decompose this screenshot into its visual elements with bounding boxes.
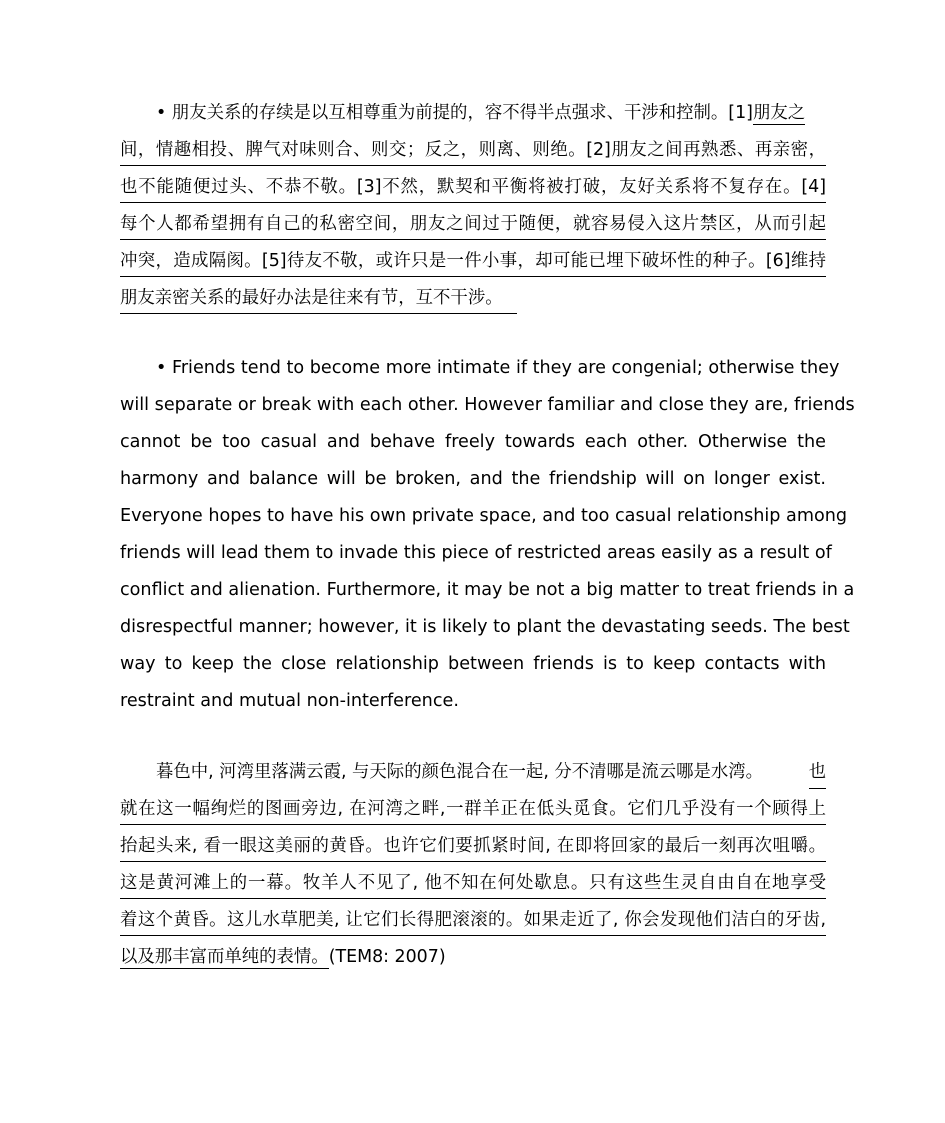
- para2-line-8: disrespectful manner; however, it is likely to plant the devastating seeds. The best: [120, 617, 850, 637]
- para3-underlined-text: 以及那丰富而单纯的表情。: [120, 947, 329, 967]
- para3-line-5: 着这个黄昏。这儿水草肥美, 让它们长得肥滚滚的。如果走近了, 你会发现他们洁白的牙齿,: [120, 905, 826, 936]
- para1-line-3: 也不能随便过头、不恭不敬。[3]不然，默契和平衡将被打破，友好关系将不复存在。[4]: [120, 172, 826, 203]
- para1-line-1: [120, 98, 826, 128]
- para2-line-2: will separate or break with each other. However familiar and close they are, friends: [120, 395, 855, 415]
- para3-text: 暮色中, 河湾里落满云霞, 与天际的颜色混合在一起, 分不清哪是流云哪是水湾。: [156, 762, 764, 782]
- para1-text: 朋友关系的存续是以互相尊重为前提的，容不得半点强求、干涉和控制。[1]: [171, 103, 753, 123]
- para3-line-4: 这是黄河滩上的一幕。牧羊人不见了, 他不知在何处歇息。只有这些生灵自由自在地享受: [120, 868, 826, 899]
- para2-line-7: conflict and alienation. Furthermore, it may be not a big matter to treat friends in a: [120, 580, 855, 600]
- para2-line-10: restraint and mutual non-interference.: [120, 691, 459, 711]
- para1-underlined-text: 朋友之: [752, 103, 806, 123]
- para3-line-3: 抬起头来, 看一眼这美丽的黄昏。也许它们要抓紧时间, 在即将回家的最后一刻再次咀嚼。: [120, 831, 826, 862]
- para3-line-6: [120, 942, 826, 972]
- para2-line-3: cannot be too casual and behave freely towards each other. Otherwise the: [120, 432, 826, 452]
- bullet: •: [156, 358, 167, 378]
- para2-line-1: [120, 353, 840, 383]
- para3-line-2: 就在这一幅绚烂的图画旁边, 在河湾之畔,一群羊正在低头觅食。它们几乎没有一个顾得上: [120, 794, 826, 825]
- para2-line-5: Everyone hopes to have his own private space, and too casual relationship among: [120, 506, 848, 526]
- para2-line-9: way to keep the close relationship between friends is to keep contacts with: [120, 654, 826, 674]
- para2-line-6: friends will lead them to invade this piece of restricted areas easily as a result of: [120, 543, 832, 563]
- para1-line-5: 冲突，造成隔阂。[5]待友不敬，或许只是一件小事，却可能已埋下破坏性的种子。[6]维持: [120, 246, 826, 277]
- para1-line-2: 间，情趣相投、脾气对味则合、则交；反之，则离、则绝。[2]朋友之间再熟悉、再亲密，: [120, 135, 826, 166]
- bullet: •: [156, 103, 167, 123]
- para1-line-6: 朋友亲密关系的最好办法是往来有节，互不干涉。: [120, 283, 517, 314]
- para1-line-4: 每个人都希望拥有自己的私密空间，朋友之间过于随便，就容易侵入这片禁区，从而引起: [120, 209, 826, 240]
- para3-underlined-text: 也: [809, 757, 826, 789]
- para2-line-4: harmony and balance will be broken, and the friendship will on longer exist.: [120, 469, 826, 489]
- para2-text: Friends tend to become more intimate if they are congenial; otherwise they: [171, 358, 840, 378]
- source-citation: (TEM8: 2007): [328, 947, 446, 967]
- para3-line-1: [120, 757, 826, 787]
